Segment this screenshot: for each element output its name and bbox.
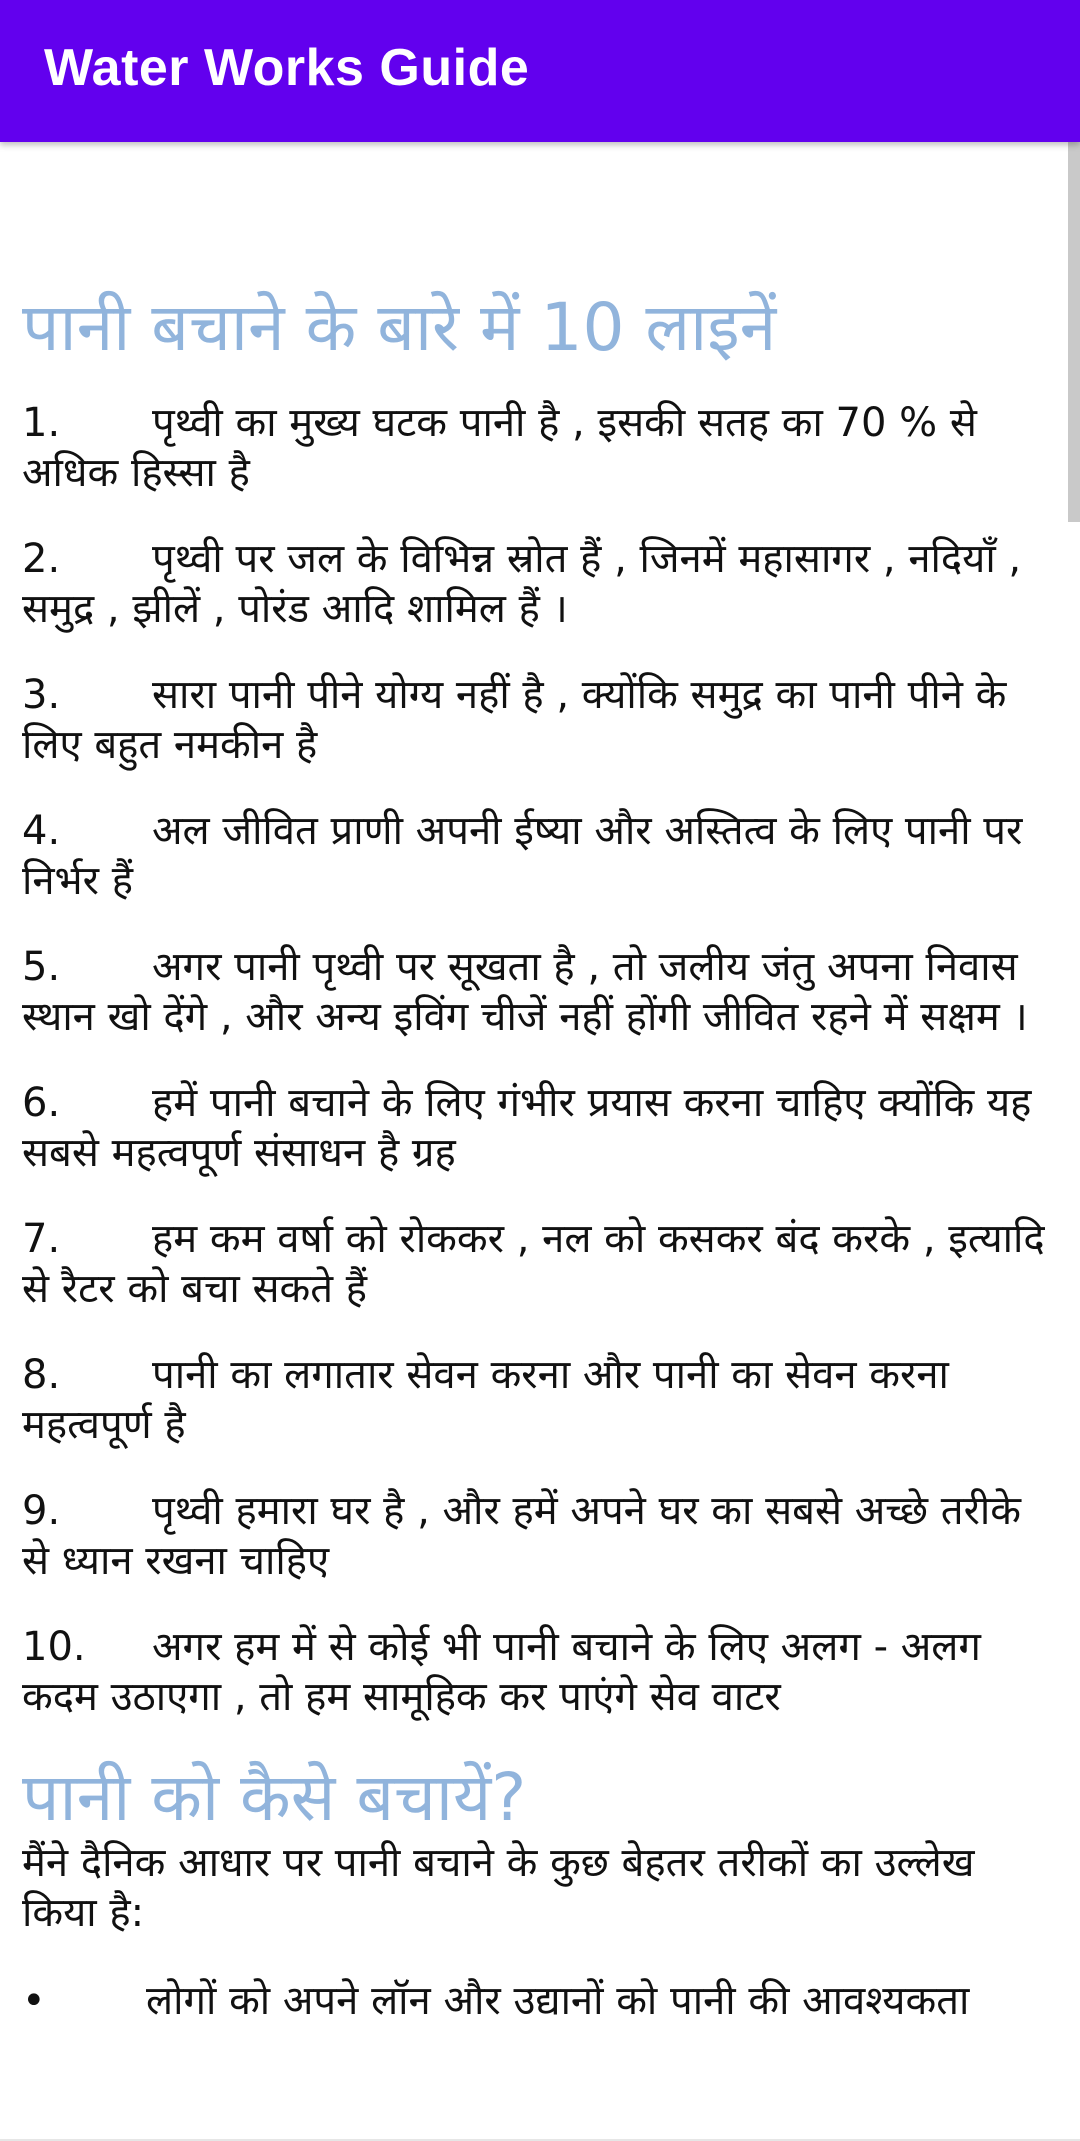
- list-item-number: 2.: [22, 536, 61, 582]
- list-item: [22, 806, 1052, 906]
- list-item-text: अगर हम में से कोई भी पानी बचाने के लिए अलग - अलग कदम उठाएगा , तो हम सामूहिक कर पाएंगे सेव वाटर: [22, 1624, 981, 1720]
- list-item-number: 9.: [22, 1488, 61, 1534]
- app-bar: [0, 0, 1080, 142]
- section-intro: मैंने दैनिक आधार पर पानी बचाने के कुछ बेहतर तरीकों का उल्लेख किया है:: [22, 1840, 975, 1936]
- article-content[interactable]: [0, 142, 1080, 2141]
- list-item-number: 4.: [22, 808, 61, 854]
- list-item-number: 3.: [22, 672, 61, 718]
- list-item: [22, 1486, 1052, 1586]
- list-item-text: अल जीवित प्राणी अपनी ईष्या और अस्तित्व के लिए पानी पर निर्भर हैं: [22, 808, 1023, 904]
- list-item-number: 10.: [22, 1624, 86, 1670]
- list-item-text: पृथ्वी हमारा घर है , और हमें अपने घर का सबसे अच्छे तरीके से ध्यान रखना चाहिए: [22, 1488, 1022, 1584]
- list-item: [22, 1214, 1052, 1314]
- list-item-number: 8.: [22, 1352, 61, 1398]
- section-title-how-to-save: पानी को कैसे बचायें?: [22, 1759, 527, 1836]
- list-item-text: हमें पानी बचाने के लिए गंभीर प्रयास करना चाहिए क्योंकि यह सबसे महत्वपूर्ण संसाधन है ग्रह: [22, 1080, 1032, 1176]
- ten-lines-list: [22, 398, 1052, 1722]
- list-item-text: पृथ्वी पर जल के विभिन्न स्रोत हैं , जिनमें महासागर , नदियाँ , समुद्र , झीलें , पोरंड आदि शामिल हैं ।: [22, 536, 1022, 632]
- list-item: [22, 670, 1052, 770]
- scrollbar-thumb[interactable]: [1068, 142, 1080, 522]
- list-item-text: पानी का लगातार सेवन करना और पानी का सेवन करना महत्वपूर्ण है: [22, 1352, 949, 1448]
- scrollbar[interactable]: [1068, 142, 1080, 2141]
- list-item-number: 7.: [22, 1216, 61, 1262]
- list-item-number: 6.: [22, 1080, 61, 1126]
- bullet-text: लोगों को अपने लॉन और उद्यानों को पानी की आवश्यकता: [146, 1978, 970, 2024]
- list-item-text: अगर पानी पृथ्वी पर सूखता है , तो जलीय जंतु अपना निवास स्थान खो देंगे , और अन्य इविंग चीजें नहीं होंगी जीवित रहने में सक्षम ।: [22, 944, 1028, 1040]
- list-item: [22, 1078, 1052, 1178]
- list-item-number: 5.: [22, 944, 61, 990]
- bullet-mark: •: [22, 1978, 46, 2024]
- list-item-text: हम कम वर्षा को रोककर , नल को कसकर बंद करके , इत्यादि से रैटर को बचा सकते हैं: [22, 1216, 1045, 1312]
- list-item: [22, 1350, 1052, 1450]
- list-item: [22, 1622, 1052, 1722]
- list-item-text: सारा पानी पीने योग्य नहीं है , क्योंकि समुद्र का पानी पीने के लिए बहुत नमकीन है: [22, 672, 1007, 768]
- app-title: Water Works Guide: [44, 39, 530, 97]
- list-item: [22, 534, 1052, 634]
- bullet-item: [22, 1976, 1052, 2026]
- list-item: [22, 398, 1052, 498]
- list-item: [22, 942, 1052, 1042]
- section-title-ten-lines: पानी बचाने के बारे में 10 लाइनें: [22, 289, 777, 366]
- list-item-text: पृथ्वी का मुख्य घटक पानी है , इसकी सतह का 70 % से अधिक हिस्सा है: [22, 400, 977, 496]
- list-item-number: 1.: [22, 400, 61, 446]
- article-body: [22, 142, 1052, 2026]
